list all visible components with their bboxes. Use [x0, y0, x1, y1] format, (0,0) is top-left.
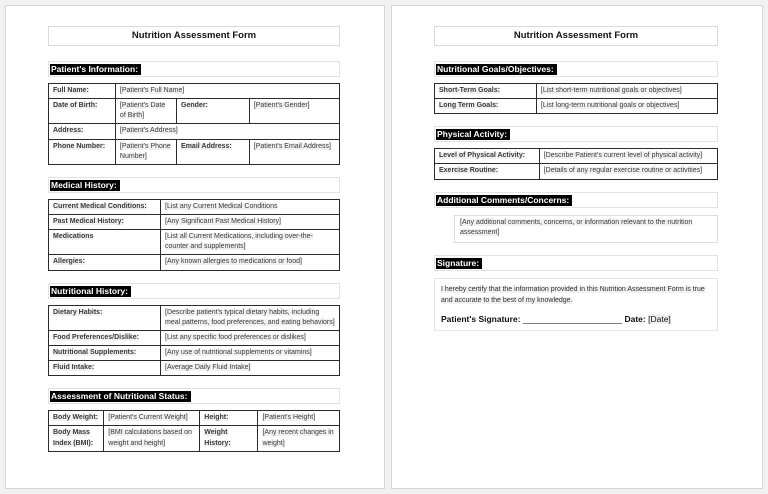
placeholder-text: [List long-term nutritional goals or objectives]: [540, 102, 680, 110]
field-label-text: Email Address:: [181, 142, 232, 150]
placeholder-text: [Details of any regular exercise routine or activities]: [543, 167, 703, 175]
field-placeholder[interactable]: [104, 426, 200, 451]
placeholder-text: [Patient's Full Name]: [119, 87, 185, 94]
field-label-text: Gender:: [181, 102, 208, 110]
form-table: [48, 83, 340, 165]
certify-text: I hereby certify that the information provided in this Nutrition Assessment Form is true and accurate to the best of my knowledge.: [441, 286, 705, 305]
field-placeholder[interactable]: [249, 139, 339, 164]
field-label-text: Dietary Habits:: [53, 308, 103, 316]
date-placeholder[interactable]: [Date]: [648, 313, 671, 324]
placeholder-text: [Describe Patient's current level of physical activity]: [543, 152, 703, 160]
section-heading-bar: [48, 283, 340, 299]
date-label: Date:: [622, 313, 649, 324]
field-placeholder[interactable]: [115, 139, 176, 164]
table-row: [435, 149, 718, 164]
placeholder-text: [Patient's Gender]: [253, 102, 310, 110]
field-label-text: Date of Birth:: [53, 102, 98, 110]
field-placeholder[interactable]: [161, 361, 340, 376]
field-label: [49, 330, 161, 345]
field-placeholder[interactable]: [161, 230, 340, 255]
form-table: [48, 410, 340, 451]
form-table: [48, 199, 340, 271]
section-heading: Nutritional History:: [50, 286, 131, 297]
field-placeholder[interactable]: [115, 84, 339, 99]
placeholder-text: [Patient's Phone Number]: [119, 142, 171, 160]
section-heading-bar: [434, 255, 718, 271]
table-row: [49, 361, 340, 376]
page-sections: [48, 61, 340, 452]
field-label: [49, 139, 116, 164]
table-row: [49, 214, 340, 229]
field-label-text: Phone Number:: [53, 142, 106, 150]
placeholder-text: [Describe patient's typical dietary habits, including meal patterns, food preferences, and eating behaviors]: [165, 308, 335, 326]
table-row: [49, 330, 340, 345]
field-label-text: Height:: [204, 414, 229, 422]
section-heading-bar: [48, 61, 340, 77]
field-label-text: Full Name:: [53, 87, 89, 94]
signature-block: [434, 278, 718, 330]
table-row: [49, 230, 340, 255]
field-label: [49, 199, 161, 214]
page-content: [6, 6, 384, 452]
field-label: [49, 411, 104, 426]
placeholder-text: [List any Current Medical Conditions: [165, 202, 278, 210]
section-heading: Medical History:: [50, 180, 120, 191]
section-heading: Nutritional Goals/Objectives:: [436, 64, 557, 75]
field-placeholder[interactable]: [161, 330, 340, 345]
field-placeholder[interactable]: [258, 411, 340, 426]
field-placeholder[interactable]: [161, 199, 340, 214]
section-heading-bar: [434, 61, 718, 77]
table-row: [49, 305, 340, 330]
section-heading: Additional Comments/Concerns:: [436, 195, 572, 206]
field-label-text: Exercise Routine:: [439, 167, 499, 175]
section-heading: Assessment of Nutritional Status:: [50, 391, 191, 402]
table-row: [49, 139, 340, 164]
table-row: [435, 164, 718, 179]
placeholder-text: [Patient's Email Address]: [253, 142, 331, 150]
placeholder-text: [BMI calculations based on weight and height]: [108, 429, 192, 447]
document-title: Nutrition Assessment Form: [434, 26, 718, 46]
field-label-text: Food Preferences/Dislike:: [53, 333, 139, 341]
comments-placeholder[interactable]: [454, 215, 718, 244]
field-label: [435, 99, 537, 114]
table-row: [49, 255, 340, 270]
field-label-text: Long Term Goals:: [439, 102, 499, 110]
form-table: [48, 305, 340, 377]
field-placeholder[interactable]: [115, 124, 339, 139]
field-label: [49, 124, 116, 139]
field-placeholder[interactable]: [161, 305, 340, 330]
section-heading: Physical Activity:: [436, 129, 510, 140]
signature-line[interactable]: _____________________: [522, 313, 623, 324]
section-heading: Patient's Information:: [50, 64, 141, 75]
placeholder-text: [Any recent changes in weight]: [262, 429, 334, 447]
form-page: [5, 5, 385, 489]
field-placeholder[interactable]: [249, 99, 339, 124]
field-label: [177, 99, 250, 124]
field-label: [177, 139, 250, 164]
field-placeholder[interactable]: [536, 99, 717, 114]
field-label: [49, 361, 161, 376]
certify-statement: [441, 284, 711, 306]
field-placeholder[interactable]: [536, 84, 717, 99]
field-label-text: Short-Term Goals:: [439, 87, 500, 94]
signature-label: Patient's Signature:: [441, 313, 523, 324]
field-label: [200, 426, 258, 451]
table-row: [49, 84, 340, 99]
field-label: [435, 84, 537, 99]
table-row: [49, 411, 340, 426]
table-row: [435, 84, 718, 99]
field-label-text: Body Mass Index (BMI):: [53, 429, 94, 447]
placeholder-text: [Average Daily Fluid Intake]: [165, 364, 251, 372]
field-placeholder[interactable]: [539, 149, 717, 164]
section-heading-bar: [434, 126, 718, 142]
placeholder-text: [Patient's Height]: [262, 414, 316, 422]
field-label-text: Allergies:: [53, 258, 85, 266]
table-row: [49, 124, 340, 139]
field-placeholder[interactable]: [115, 99, 176, 124]
field-label: [49, 99, 116, 124]
placeholder-text: [List any specific food preferences or dislikes]: [165, 333, 306, 341]
section-heading-bar: [48, 177, 340, 193]
field-label-text: Address:: [53, 127, 84, 135]
placeholder-text: [List short-term nutritional goals or objectives]: [540, 87, 682, 94]
field-placeholder[interactable]: [161, 214, 340, 229]
field-placeholder[interactable]: [161, 255, 340, 270]
form-page: [391, 5, 763, 489]
field-label-text: Current Medical Conditions:: [53, 202, 147, 210]
placeholder-text: [Patient's Address]: [119, 127, 178, 135]
field-label: [200, 411, 258, 426]
field-label-text: Level of Physical Activity:: [439, 152, 526, 160]
field-label: [49, 426, 104, 451]
table-row: [49, 345, 340, 360]
field-label-text: Fluid Intake:: [53, 364, 95, 372]
placeholder-text: [List all Current Medications, including over-the-counter and supplements]: [165, 233, 313, 251]
field-label-text: Medications: [53, 233, 94, 241]
placeholder-text: [Any use of nutritional supplements or vitamins]: [165, 348, 312, 356]
field-label: [49, 214, 161, 229]
page-sections: [434, 61, 718, 331]
section-heading-bar: [48, 388, 340, 404]
page-content: [392, 6, 762, 331]
placeholder-text: [Patient's Date of Birth]: [119, 102, 166, 120]
field-placeholder[interactable]: [258, 426, 340, 451]
document-title: Nutrition Assessment Form: [48, 26, 340, 46]
field-placeholder[interactable]: [539, 164, 717, 179]
field-label-text: Past Medical History:: [53, 217, 124, 225]
table-row: [49, 426, 340, 451]
field-label-text: Body Weight:: [53, 414, 98, 422]
table-row: [49, 199, 340, 214]
field-label: [49, 84, 116, 99]
signature-row: [441, 314, 711, 324]
field-label: [49, 230, 161, 255]
field-placeholder[interactable]: [104, 411, 200, 426]
form-table: [434, 83, 718, 114]
placeholder-text: [Any Significant Past Medical History]: [165, 217, 281, 225]
form-table: [434, 148, 718, 179]
field-label-text: Weight History:: [204, 429, 231, 447]
section-heading-bar: [434, 192, 718, 208]
field-label-text: Nutritional Supplements:: [53, 348, 137, 356]
table-row: [49, 99, 340, 124]
field-label: [49, 345, 161, 360]
placeholder-text: [Any additional comments, concerns, or information relevant to the nutrition assessment]: [460, 218, 693, 237]
field-label: [49, 305, 161, 330]
field-label: [435, 149, 540, 164]
section-heading: Signature:: [436, 258, 482, 269]
field-placeholder[interactable]: [161, 345, 340, 360]
field-label: [49, 255, 161, 270]
table-row: [435, 99, 718, 114]
placeholder-text: [Patient's Current Weight]: [108, 414, 188, 422]
field-label: [435, 164, 540, 179]
placeholder-text: [Any known allergies to medications or food]: [165, 258, 302, 266]
